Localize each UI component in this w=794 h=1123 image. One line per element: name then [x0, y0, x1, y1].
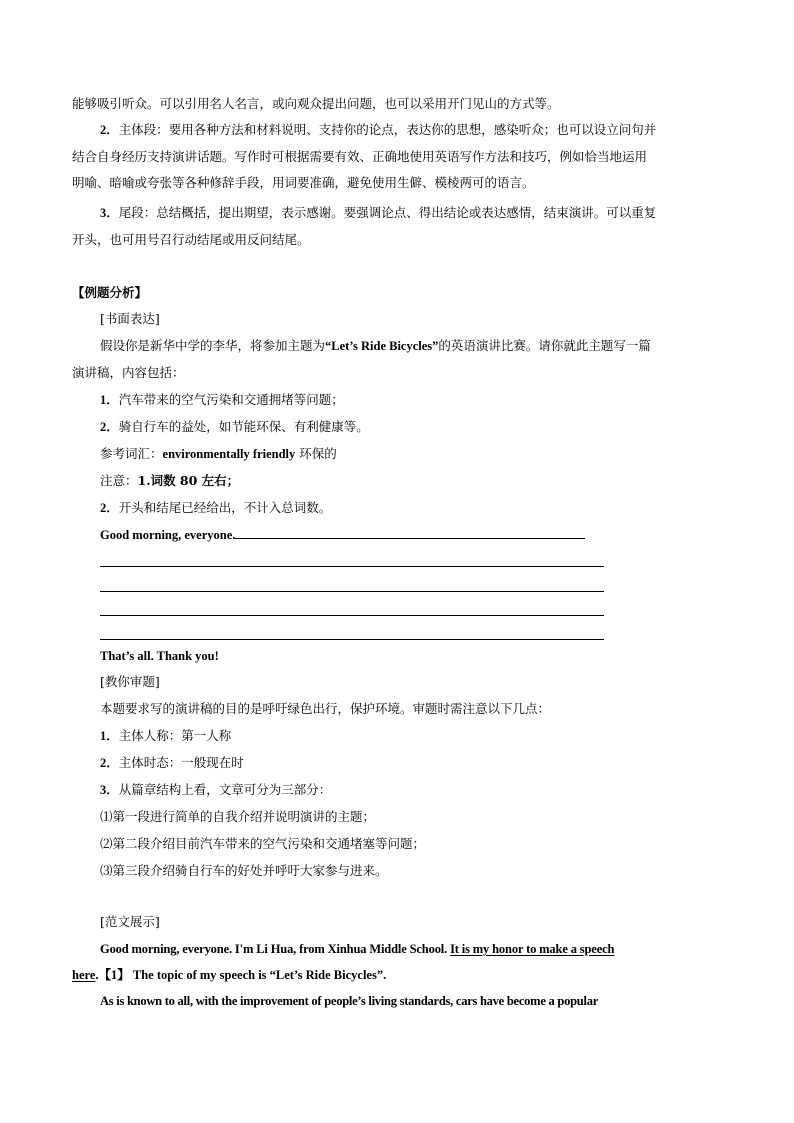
- note-label: 注意：: [100, 473, 138, 488]
- analysis-structure-1: ⑴第一段进行简单的自我介绍并说明演讲的主题；: [100, 809, 376, 824]
- vocab-word: environmentally friendly: [162, 447, 296, 461]
- vocab-label: 参考词汇：: [100, 446, 163, 461]
- task-line-1: [100, 338, 724, 354]
- model-underlined-phrase: It is my honor to make a speech: [450, 942, 615, 956]
- model-label: [范文展示]: [100, 914, 160, 929]
- analysis-point-1: [100, 728, 724, 744]
- answer-line-1[interactable]: [100, 566, 604, 567]
- model-line-2-text: .【1】 The topic of my speech is “Let’s Ride Bicycles”.: [95, 968, 387, 982]
- answer-blank-inline[interactable]: [235, 527, 585, 539]
- analysis-point-3: [100, 782, 724, 798]
- end-paragraph-line-2: 开头，也可用号召行动结尾或用反问结尾。: [72, 232, 310, 247]
- point-2: [100, 419, 724, 435]
- opening-line: [100, 527, 724, 543]
- model-line-1-text: Good morning, everyone. I'm Li Hua, from Xinhua Middle School.: [100, 942, 451, 956]
- analysis-structure-2: ⑵第二段介绍目前汽车带来的空气污染和交通堵塞等问题；: [100, 836, 426, 851]
- model-line-1: [100, 941, 724, 957]
- analysis-intro: 本题要求写的演讲稿的目的是呼吁绿色出行，保护环境。审题时需注意以下几点：: [100, 701, 551, 716]
- intro-line-1: 能够吸引听众。可以引用名人名言，或向观众提出问题，也可以采用开门见山的方式等。: [72, 96, 560, 111]
- answer-line-4[interactable]: [100, 639, 604, 640]
- closing-line: That’s all. Thank you!: [100, 649, 219, 663]
- analysis-point-3-text: 从篇章结构上看，文章可分为三部分：: [118, 782, 332, 797]
- note-1-text: 1.词数 80 左右；: [137, 473, 240, 488]
- body-paragraph-line-2: 结合自身经历支持演讲话题。写作时可根据需要有效、正确地使用英语写作方法和技巧，例如恰当地运用: [72, 149, 648, 164]
- task-text-a: 假设你是新华中学的李华，将参加主题为: [100, 338, 326, 353]
- point-1: [100, 392, 724, 408]
- body-paragraph-line-1: [100, 122, 724, 138]
- model-underlined-here: here: [72, 968, 96, 982]
- analysis-point-2-text: 主体时态：一般现在时: [118, 755, 244, 770]
- vocab-line: [100, 446, 724, 462]
- analysis-label: [教你审题]: [100, 674, 160, 689]
- note-2-text: 开头和结尾已经给出，不计入总词数。: [118, 500, 332, 515]
- task-line-2: 演讲稿，内容包括：: [72, 365, 185, 380]
- analysis-point-1-text: 主体人称：第一人称: [118, 728, 232, 743]
- task-text-c: 的英语演讲比赛。请你就此主题写一篇: [438, 338, 651, 353]
- vocab-meaning: 环保的: [295, 446, 337, 461]
- body-paragraph-line-3: 明喻、暗喻或夸张等各种修辞手段，用词要准确，避免使用生僻、模棱两可的语言。: [72, 175, 535, 190]
- body-paragraph-text: 主体段：要用各种方法和材料说明、支持你的论点，表达你的思想，感染听众；也可以设立问句并: [118, 122, 657, 137]
- point-1-text: 汽车带来的空气污染和交通拥堵等问题；: [118, 392, 344, 407]
- end-paragraph-text: 尾段：总结概括，提出期望，表示感谢。要强调论点、得出结论或表达感情，结束演讲。可以重复: [118, 205, 657, 220]
- analysis-structure-3: ⑶第三段介绍骑自行车的好处并呼吁大家参与进来。: [100, 863, 388, 878]
- model-line-3: As is known to all, with the improvement of people’s living standards, cars have become a popular: [100, 994, 598, 1008]
- model-line-2: [72, 967, 696, 983]
- note-2-number: 2．: [100, 501, 119, 515]
- body-paragraph-number: 2．: [100, 123, 119, 137]
- point-1-number: 1．: [100, 393, 119, 407]
- analysis-point-3-number: 3．: [100, 783, 119, 797]
- example-heading: 【例题分析】: [72, 285, 148, 300]
- analysis-point-2-number: 2．: [100, 756, 119, 770]
- end-paragraph-line-1: [100, 205, 724, 221]
- task-label: [书面表达]: [100, 311, 160, 326]
- task-topic: “Let’s Ride Bicycles”: [325, 339, 439, 353]
- end-paragraph-number: 3．: [100, 206, 119, 220]
- point-2-number: 2．: [100, 420, 119, 434]
- answer-line-2[interactable]: [100, 591, 604, 592]
- analysis-point-1-number: 1．: [100, 729, 119, 743]
- answer-line-3[interactable]: [100, 615, 604, 616]
- note-line-1: [100, 473, 724, 489]
- analysis-point-2: [100, 755, 724, 771]
- point-2-text: 骑自行车的益处，如节能环保、有利健康等。: [118, 419, 369, 434]
- note-line-2: [100, 500, 724, 516]
- opening-text: Good morning, everyone.: [100, 528, 236, 542]
